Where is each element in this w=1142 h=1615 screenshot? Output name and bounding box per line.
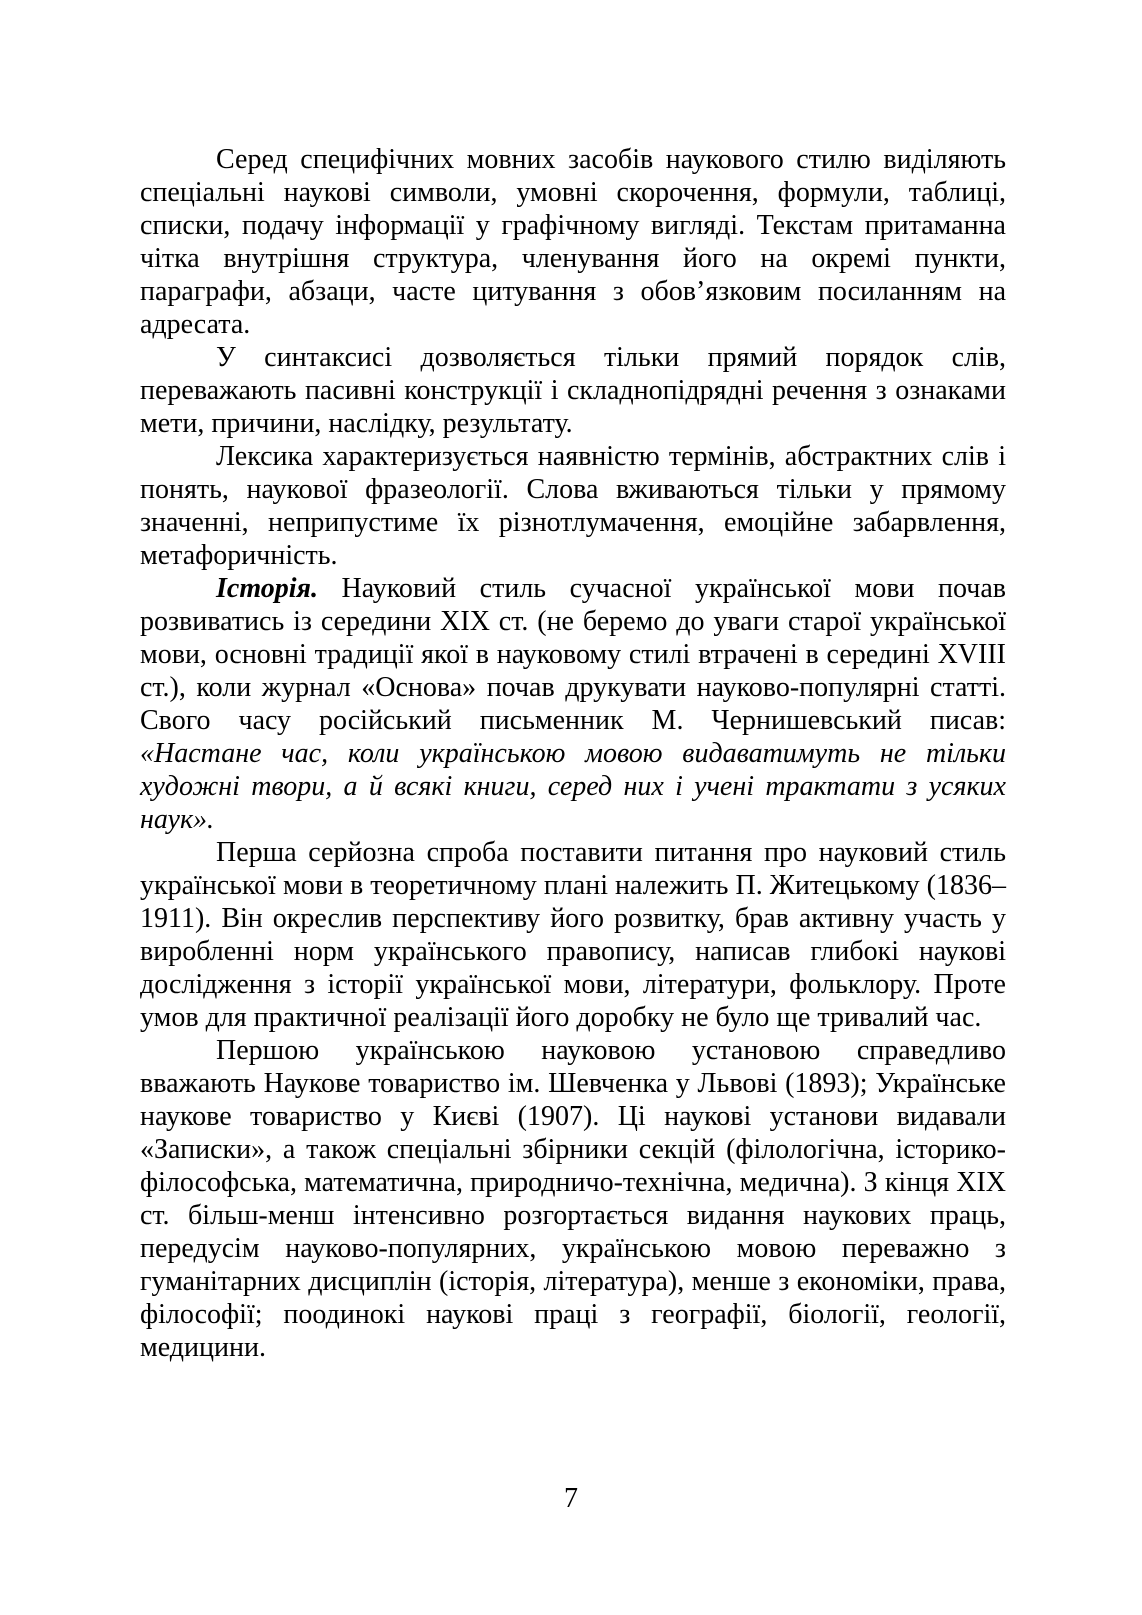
paragraph <box>140 143 1006 341</box>
text-segment-normal: Науковий стиль сучасної української мови почав розвиватись із середини XIX ст. (не беремо до уваги старої української мови, основні традиції якої в науковому стилі втрачені в середині XVIII ст.), коли журнал «Основа» почав друкувати науково-популярні статті. Свого часу російський письменник М. Чернишевський писав: <box>140 573 1006 736</box>
text-segment-bold-italic: Історія. <box>216 573 318 604</box>
text-segment-normal: Серед специфічних мовних засобів наукового стилю виділяють спеціальні наукові символи, умовні скорочення, формули, таблиці, списки, подачу інформації у графічному вигляді. Текстам притаманна чітка внутрішня структура, членування його на окремі пункти, параграфи, абзаци, часте цитування з обов’язковим посиланням на адресата. <box>140 144 1006 340</box>
text-block <box>140 143 1006 1364</box>
text-segment-normal: Лексика характеризується наявністю термінів, абстрактних слів і понять, наукової фразеології. Слова вживаються тільки у прямому значенні, неприпустиме їх різнотлумачення, емоційне забарвлення, метафоричність. <box>140 441 1006 571</box>
paragraph <box>140 1034 1006 1364</box>
paragraph <box>140 836 1006 1034</box>
text-segment-normal: У синтаксисі дозволяється тільки прямий порядок слів, переважають пасивні конструкції і складнопідрядні речення з ознаками мети, причини, наслідку, результату. <box>140 342 1006 439</box>
paragraph <box>140 341 1006 440</box>
paragraph <box>140 440 1006 572</box>
page-number: 7 <box>564 1483 578 1514</box>
text-segment-normal: Першою українською науковою установою справедливо вважають Наукове товариство ім. Шевченка у Львові (1893); Українське наукове товариство у Києві (1907). Ці наукові установи видавали «Записки», а також спеціальні збірники секцій (філологічна, історико-філософська, математична, природничо-технічна, медична). З кінця XIX ст. більш-менш інтенсивно розгортається видання наукових праць, передусім науково-популярних, українською мовою переважно з гуманітарних дисциплін (історія, література), менше з економіки, права, філософії; поодинокі наукові праці з географії, біології, геології, медицини. <box>140 1035 1006 1363</box>
text-segment-italic: «Настане час, коли українською мовою видаватимуть не тільки художні твори, а й всякі книги, серед них і учені трактати з усяких наук». <box>140 738 1006 835</box>
paragraph <box>140 572 1006 836</box>
text-segment-normal: Перша серйозна спроба поставити питання про науковий стиль української мови в теоретичному плані належить П. Житецькому (1836–1911). Він окреслив перспективу його розвитку, брав активну участь у виробленні норм українського правопису, написав глибокі наукові дослідження з історії української мови, літератури, фольклору. Проте умов для практичної реалізації його доробку не було ще тривалий час. <box>140 837 1006 1033</box>
